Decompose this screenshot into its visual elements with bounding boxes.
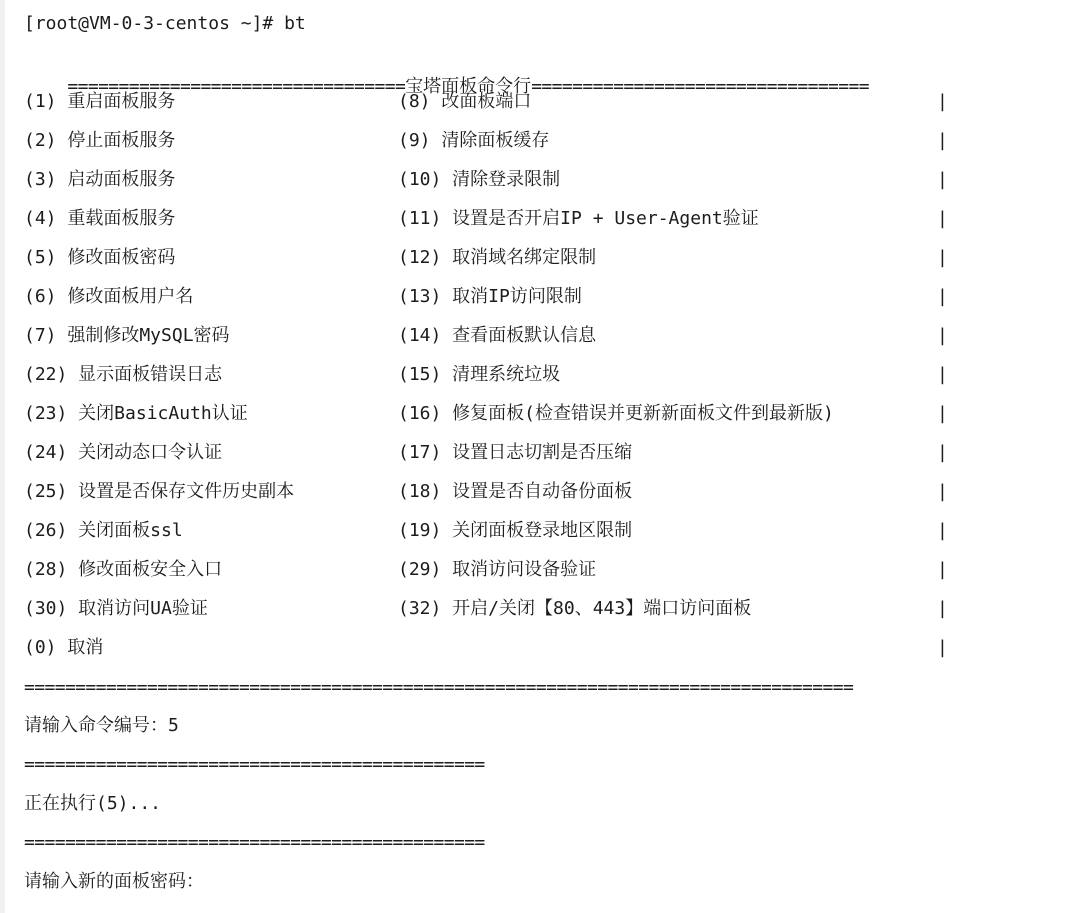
- menu-option-left: (5) 修改面板密码: [24, 247, 176, 268]
- menu-row-border: |: [937, 91, 948, 112]
- menu-option-right: (13) 取消IP访问限制: [398, 286, 582, 307]
- header-right-rule: =================================: [531, 76, 870, 97]
- menu-option-right: (12) 取消域名绑定限制: [398, 247, 597, 268]
- menu-row-border: |: [937, 364, 948, 385]
- menu-option-left: (30) 取消访问UA验证: [24, 598, 208, 619]
- menu-row-border: |: [937, 325, 948, 346]
- shell-prompt-line: [root@VM-0-3-centos ~]# bt: [24, 13, 306, 34]
- separator-rule-2: =============================================: [24, 832, 485, 853]
- menu-option-right: (17) 设置日志切割是否压缩: [398, 442, 633, 463]
- menu-row-border: |: [937, 169, 948, 190]
- menu-row-border: |: [937, 403, 948, 424]
- menu-option-right: (16) 修复面板(检查错误并更新新面板文件到最新版): [398, 403, 834, 424]
- menu-option-left: (28) 修改面板安全入口: [24, 559, 223, 580]
- menu-option-right: (10) 清除登录限制: [398, 169, 561, 190]
- header-left-rule: =================================: [67, 76, 406, 97]
- menu-option-left: (25) 设置是否保存文件历史副本: [24, 481, 295, 502]
- menu-row-border: |: [937, 598, 948, 619]
- menu-option-right: (29) 取消访问设备验证: [398, 559, 597, 580]
- menu-option-right: (15) 清理系统垃圾: [398, 364, 561, 385]
- menu-option-right: (14) 查看面板默认信息: [398, 325, 597, 346]
- menu-option-left: (2) 停止面板服务: [24, 130, 176, 151]
- menu-row-border: |: [937, 637, 948, 658]
- menu-row-border: |: [937, 208, 948, 229]
- executing-status: 正在执行(5)...: [24, 793, 162, 814]
- menu-row-border: |: [937, 247, 948, 268]
- menu-option-right: (32) 开启/关闭【80、443】端口访问面板: [398, 598, 752, 619]
- separator-rule-1: =============================================: [24, 754, 485, 775]
- menu-option-left: (6) 修改面板用户名: [24, 286, 194, 307]
- menu-title: 宝塔面板命令行: [405, 76, 532, 97]
- menu-row-border: |: [937, 520, 948, 541]
- menu-option-right: (9) 清除面板缓存: [398, 130, 550, 151]
- menu-row-border: |: [937, 559, 948, 580]
- terminal-left-gutter: [0, 0, 5, 913]
- menu-row-border: |: [937, 286, 948, 307]
- command-number-prompt: 请输入命令编号：5: [24, 715, 179, 736]
- menu-option-left: (23) 关闭BasicAuth认证: [24, 403, 248, 424]
- menu-header: [24, 51, 870, 97]
- menu-row-border: |: [937, 130, 948, 151]
- menu-option-left: (26) 关闭面板ssl: [24, 520, 183, 541]
- menu-row-border: |: [937, 481, 948, 502]
- menu-option-left: (4) 重载面板服务: [24, 208, 176, 229]
- menu-option-left: (22) 显示面板错误日志: [24, 364, 223, 385]
- menu-option-right: (11) 设置是否开启IP + User-Agent验证: [398, 208, 759, 229]
- menu-option-left: (0) 取消: [24, 637, 104, 658]
- menu-option-left: (3) 启动面板服务: [24, 169, 176, 190]
- menu-option-right: (18) 设置是否自动备份面板: [398, 481, 633, 502]
- menu-option-left: (7) 强制修改MySQL密码: [24, 325, 230, 346]
- menu-footer-rule: =================================================================================: [24, 677, 854, 698]
- new-password-prompt: 请输入新的面板密码：: [24, 871, 204, 892]
- menu-option-right: (8) 改面板端口: [398, 91, 532, 112]
- menu-option-right: (19) 关闭面板登录地区限制: [398, 520, 633, 541]
- menu-option-left: (1) 重启面板服务: [24, 91, 176, 112]
- menu-row-border: |: [937, 442, 948, 463]
- menu-option-left: (24) 关闭动态口令认证: [24, 442, 223, 463]
